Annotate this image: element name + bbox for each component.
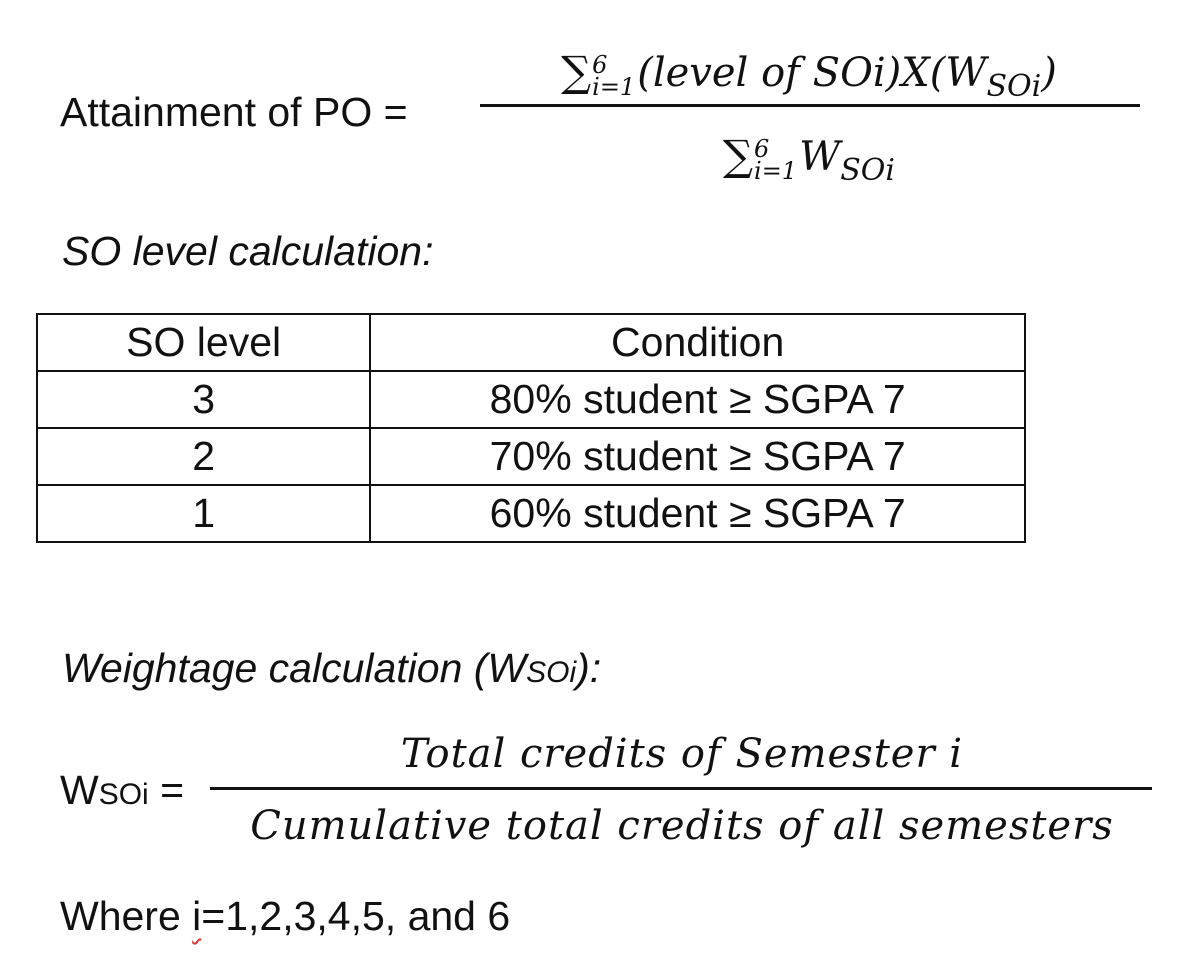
table-header-row bbox=[37, 314, 1025, 371]
numerator-close: ) bbox=[1041, 50, 1057, 96]
sum-limits bbox=[754, 135, 798, 185]
table-cell-condition: 70% student ≥ SGPA 7 bbox=[370, 428, 1025, 485]
weight-symbol: W bbox=[60, 767, 99, 813]
so-level-heading: SO level calculation: bbox=[62, 228, 434, 274]
weight-formula-denominator: Cumulative total credits of all semesters bbox=[250, 803, 1114, 849]
weightage-heading-subscript: SOi bbox=[526, 656, 577, 689]
table-row bbox=[37, 371, 1025, 428]
table-row bbox=[37, 485, 1025, 542]
table-header-cell: Condition bbox=[370, 314, 1025, 371]
so-level-table bbox=[36, 313, 1026, 543]
sum-symbol: ∑ bbox=[723, 131, 754, 180]
numerator-body: (level of SOi)X(W bbox=[637, 50, 987, 96]
weight-fraction-bar bbox=[210, 787, 1152, 790]
sum-upper-limit: 6 bbox=[592, 51, 608, 79]
weightage-heading bbox=[62, 643, 601, 698]
where-prefix: Where bbox=[60, 893, 193, 939]
weightage-heading-text: Weightage calculation (W bbox=[62, 645, 527, 691]
spellcheck-flagged-word: i bbox=[192, 893, 202, 939]
weight-formula-numerator: Total credits of Semester i bbox=[400, 731, 964, 777]
po-fraction-bar bbox=[480, 104, 1140, 107]
weight-equals: = bbox=[148, 767, 185, 813]
po-formula-denominator bbox=[478, 128, 1140, 189]
table-row bbox=[37, 428, 1025, 485]
denominator-body: W bbox=[799, 134, 841, 180]
index-range-note bbox=[60, 888, 510, 944]
weight-symbol-subscript: SOi bbox=[98, 778, 149, 811]
po-formula-numerator bbox=[478, 44, 1140, 105]
weight-formula-label bbox=[60, 762, 184, 823]
table-cell-condition: 60% student ≥ SGPA 7 bbox=[370, 485, 1025, 542]
sum-lower-limit: i=1 bbox=[592, 73, 636, 101]
table-header-cell: SO level bbox=[37, 314, 370, 371]
weightage-heading-close: ): bbox=[576, 645, 602, 691]
table-cell-level: 1 bbox=[37, 485, 370, 542]
table-cell-level: 3 bbox=[37, 371, 370, 428]
weight-subscript: SOi bbox=[986, 69, 1042, 104]
table-cell-level: 2 bbox=[37, 428, 370, 485]
sum-upper-limit: 6 bbox=[754, 135, 770, 163]
sum-lower-limit: i=1 bbox=[754, 157, 798, 185]
where-values: =1,2,3,4,5, and 6 bbox=[201, 893, 511, 939]
po-formula-label: Attainment of PO = bbox=[60, 89, 408, 135]
weight-subscript: SOi bbox=[840, 153, 895, 188]
sum-limits bbox=[592, 51, 636, 101]
sum-symbol: ∑ bbox=[561, 47, 592, 96]
table-cell-condition: 80% student ≥ SGPA 7 bbox=[370, 371, 1025, 428]
